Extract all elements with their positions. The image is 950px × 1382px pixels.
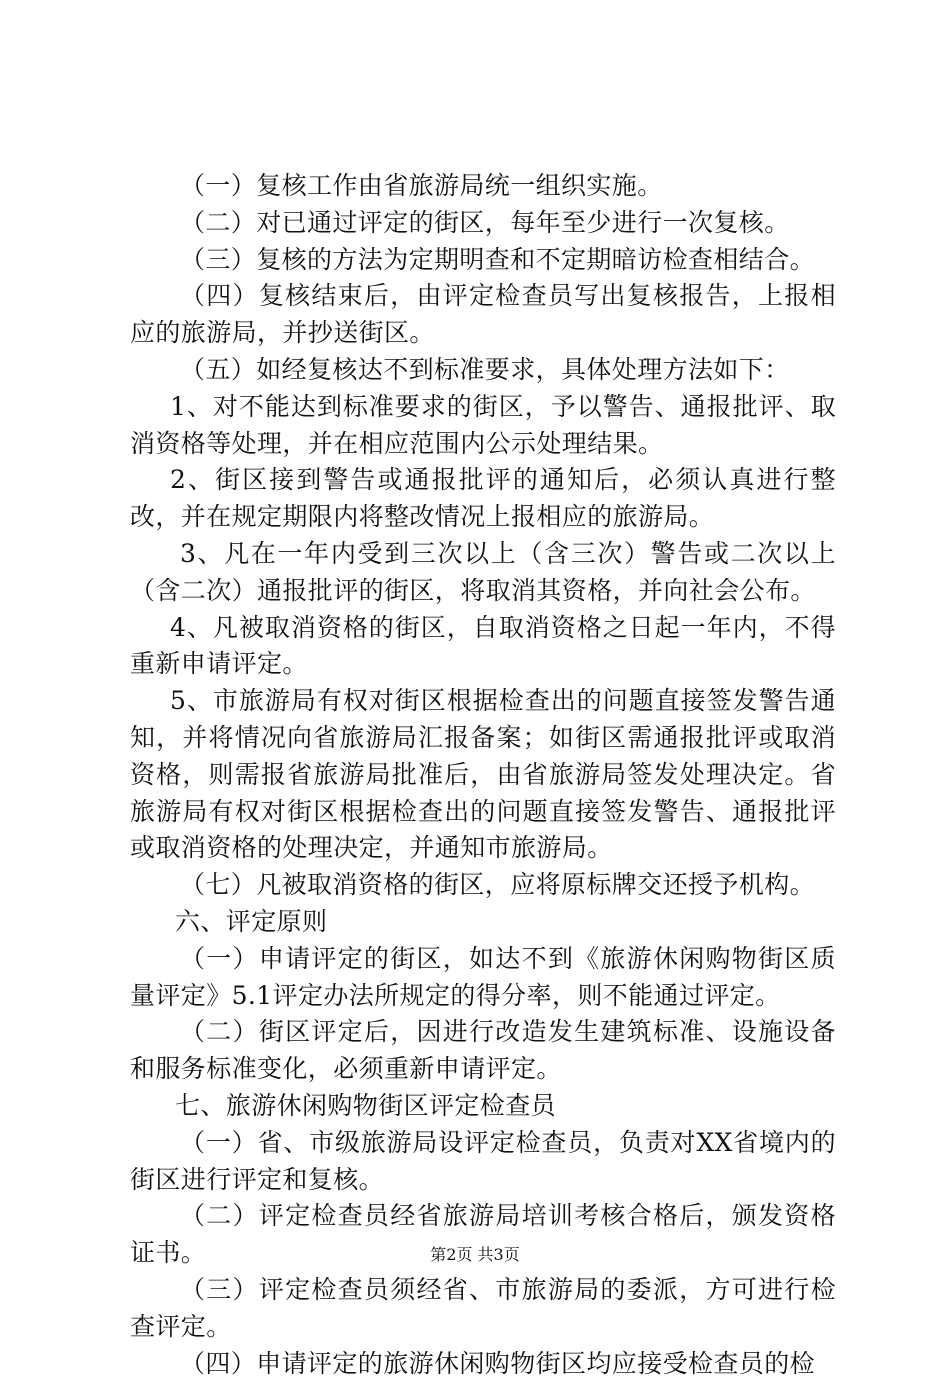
paragraph: （三）复核的方法为定期明查和不定期暗访检查相结合。 <box>130 242 836 279</box>
paragraph: （五）如经复核达不到标准要求，具体处理方法如下： <box>130 352 836 389</box>
document-body <box>130 168 836 1382</box>
paragraph: 4、凡被取消资格的街区，自取消资格之日起一年内，不得重新申请评定。 <box>130 610 836 684</box>
paragraph: 3、凡在一年内受到三次以上（含三次）警告或二次以上（含二次）通报批评的街区，将取消其资格，并向社会公布。 <box>130 536 836 610</box>
paragraph: （一）申请评定的街区，如达不到《旅游休闲购物街区质量评定》5.1评定办法所规定的得分率，则不能通过评定。 <box>130 941 836 1015</box>
section-heading: 七、旅游休闲购物街区评定检查员 <box>130 1088 836 1125</box>
paragraph: （四）申请评定的旅游休闲购物街区均应接受检查员的检 <box>130 1346 836 1382</box>
paragraph: 2、街区接到警告或通报批评的通知后，必须认真进行整改，并在规定期限内将整改情况上报相应的旅游局。 <box>130 462 836 536</box>
paragraph: （二）评定检查员经省旅游局培训考核合格后，颁发资格证书。 <box>130 1198 836 1272</box>
section-heading: 六、评定原则 <box>130 904 836 941</box>
paragraph: 5、市旅游局有权对街区根据检查出的问题直接签发警告通知，并将情况向省旅游局汇报备案；如街区需通报批评或取消资格，则需报省旅游局批准后，由省旅游局签发处理决定。省旅游局有权对街区根据检查出的问题直接签发警告、通报批评或取消资格的处理决定，并通知市旅游局。 <box>130 683 836 867</box>
paragraph: （三）评定检查员须经省、市旅游局的委派，方可进行检查评定。 <box>130 1272 836 1346</box>
paragraph: （四）复核结束后，由评定检查员写出复核报告，上报相应的旅游局，并抄送街区。 <box>130 278 836 352</box>
paragraph: （一）省、市级旅游局设评定检查员，负责对XX省境内的街区进行评定和复核。 <box>130 1125 836 1199</box>
paragraph: （七）凡被取消资格的街区，应将原标牌交还授予机构。 <box>130 867 836 904</box>
page-footer: 第2页 共3页 <box>0 1244 950 1266</box>
paragraph: （一）复核工作由省旅游局统一组织实施。 <box>130 168 836 205</box>
paragraph: （二）街区评定后，因进行改造发生建筑标准、设施设备和服务标准变化，必须重新申请评定。 <box>130 1014 836 1088</box>
paragraph: （二）对已通过评定的街区，每年至少进行一次复核。 <box>130 205 836 242</box>
paragraph: 1、对不能达到标准要求的街区，予以警告、通报批评、取消资格等处理，并在相应范围内公示处理结果。 <box>130 389 836 463</box>
